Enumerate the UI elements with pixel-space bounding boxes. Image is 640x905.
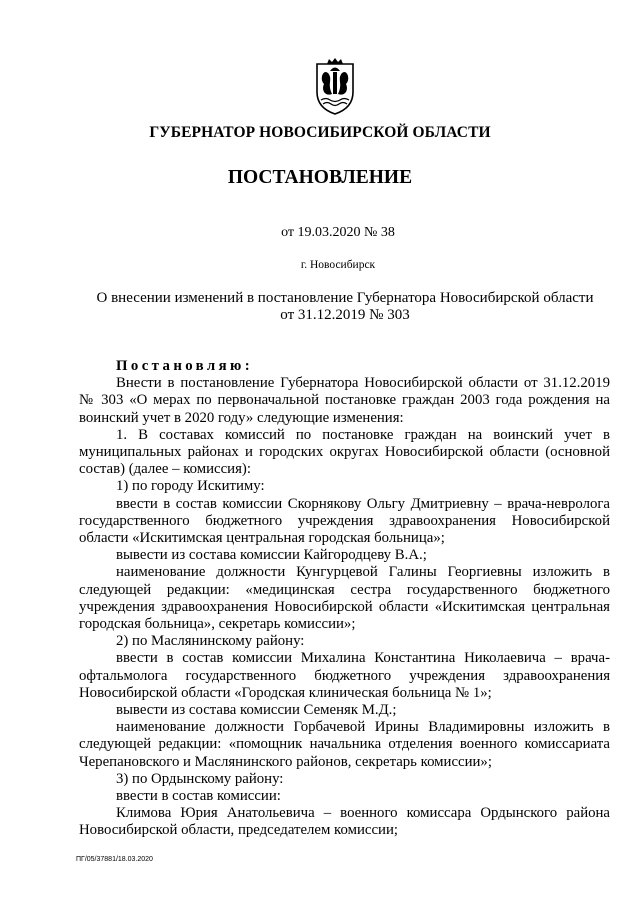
authority-title: ГУБЕРНАТОР НОВОСИБИРСКОЙ ОБЛАСТИ bbox=[149, 124, 491, 141]
body-paragraph: Внести в постановление Губернатора Новосибирской области от 31.12.2019 № 303 «О мерах по первоначальной постановке граждан 2003 года рождения на воинский учет в 2020 году» следующие изменения: bbox=[79, 375, 610, 426]
body-paragraph: ввести в состав комиссии Михалина Константина Николаевича – врача-офтальмолога государственного бюджетного учреждения здравоохранения Новосибирской области «Городская клиническая больница № 1»; bbox=[79, 650, 610, 701]
body-paragraph: 1) по городу Искитиму: bbox=[116, 478, 265, 495]
document-body bbox=[79, 358, 610, 840]
body-paragraph: Климова Юрия Анатольевича – военного комиссара Ордынского района Новосибирской области, председателем комиссии; bbox=[79, 805, 610, 839]
body-paragraph: наименование должности Горбачевой Ирины Владимировны изложить в следующей редакции: «помощник начальника отделения военного комиссариата Черепановского и Маслянинского районов, секретарь комиссии»; bbox=[79, 719, 610, 770]
body-paragraph: 2) по Маслянинскому району: bbox=[116, 633, 305, 650]
subject-line-2: от 31.12.2019 № 303 bbox=[280, 307, 410, 323]
coat-of-arms-icon bbox=[312, 58, 358, 116]
document-subject bbox=[80, 290, 610, 324]
body-paragraph: наименование должности Кунгурцевой Галины Георгиевны изложить в следующей редакции: «медицинская сестра государственного бюджетного учреждения здравоохранения Новосибирской области «Искитимская центральная городская больница», секретарь комиссии»; bbox=[79, 564, 610, 633]
body-paragraph: ввести в состав комиссии Скорнякову Ольгу Дмитриевну – врача-невролога государственного бюджетного учреждения здравоохранения Новосибирской области «Искитимская центральная городская больница»; bbox=[79, 495, 610, 547]
subject-line-1: О внесении изменений в постановление Губернатора Новосибирской области bbox=[96, 290, 594, 306]
document-city: г. Новосибирск bbox=[300, 259, 376, 271]
document-footer-code: ПГ/05/37881/18.03.2020 bbox=[76, 856, 153, 863]
body-paragraph: вывести из состава комиссии Кайгородцеву В.А.; bbox=[116, 547, 427, 564]
document-type-title: ПОСТАНОВЛЕНИЕ bbox=[227, 167, 413, 188]
body-paragraph: вывести из состава комиссии Семеняк М.Д.; bbox=[116, 702, 397, 719]
body-paragraph: 1. В составах комиссий по постановке граждан на воинский учет в муниципальных районах и городских округах Новосибирской области (основной состав) (далее – комиссия): bbox=[79, 426, 610, 478]
body-paragraph: ввести в состав комиссии: bbox=[116, 788, 281, 805]
document-date-number: от 19.03.2020 № 38 bbox=[281, 225, 395, 240]
body-paragraph: 3) по Ордынскому району: bbox=[116, 770, 284, 787]
resolve-heading: Постановляю: bbox=[116, 358, 254, 374]
